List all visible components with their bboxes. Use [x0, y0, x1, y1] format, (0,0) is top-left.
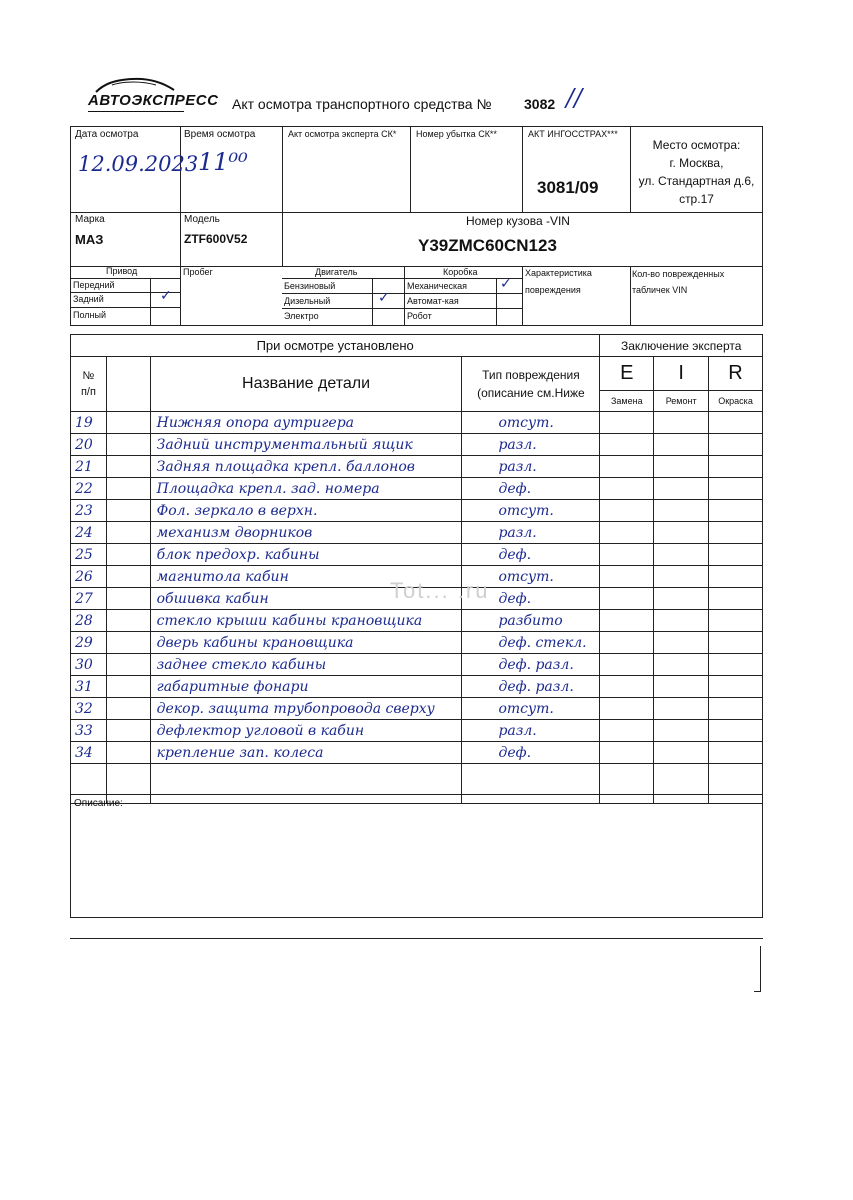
row-blank [106, 500, 150, 522]
row-replace [600, 478, 654, 500]
time-value: 11⁰⁰ [198, 148, 248, 176]
row-paint [709, 544, 763, 566]
row-repair [654, 412, 709, 434]
row-blank [106, 522, 150, 544]
row-number: 29 [71, 632, 107, 654]
ingos-act-label: АКТ ИНГОССТРАХ*** [528, 129, 618, 139]
bottom-bracket-foot [754, 991, 761, 992]
engine-petrol-label: Бензиновый [284, 281, 336, 291]
row-repair [654, 742, 709, 764]
row-blank [106, 434, 150, 456]
part-name-header: Название детали [150, 357, 462, 412]
row-paint [709, 698, 763, 720]
row-number: 19 [71, 412, 107, 434]
row-damage-type: разбито [462, 610, 600, 632]
row-replace [600, 610, 654, 632]
row-blank [106, 478, 150, 500]
row-blank [106, 610, 150, 632]
gearbox-manual-label: Механическая [407, 281, 468, 291]
row-part-name: Задняя площадка крепл. баллонов [150, 456, 462, 478]
row-number: 25 [71, 544, 107, 566]
row-repair [654, 632, 709, 654]
row-repair [654, 434, 709, 456]
row-paint [709, 588, 763, 610]
row-damage-type: разл. [462, 720, 600, 742]
row-paint [709, 566, 763, 588]
table-row [71, 500, 763, 522]
row-part-name: крепление зап. колеса [150, 742, 462, 764]
row-replace [600, 412, 654, 434]
row-repair [654, 456, 709, 478]
table-row [71, 610, 763, 632]
row-blank [106, 588, 150, 610]
row-paint [709, 500, 763, 522]
paint-header: Окраска [709, 391, 763, 412]
row-number: 33 [71, 720, 107, 742]
drive-rear-checkmark: ✓ [160, 288, 172, 304]
row-replace [600, 742, 654, 764]
row-paint [709, 720, 763, 742]
document-title: Акт осмотра транспортного средства № [232, 96, 492, 112]
row-number: 27 [71, 588, 107, 610]
damage-char-label: Характеристика [525, 268, 592, 278]
table-row [71, 522, 763, 544]
row-replace [600, 456, 654, 478]
drive-full-label: Полный [73, 310, 106, 320]
row-damage-type: отсут. [462, 412, 600, 434]
brand-value: МАЗ [75, 232, 104, 247]
i-header: I [654, 357, 709, 391]
row-replace [600, 632, 654, 654]
e-header: E [600, 357, 654, 391]
row-part-name: Фол. зеркало в верхн. [150, 500, 462, 522]
row-repair [654, 500, 709, 522]
row-number: 26 [71, 566, 107, 588]
table-row [71, 544, 763, 566]
row-damage-type: деф. [462, 478, 600, 500]
row-blank [106, 544, 150, 566]
expert-conclusion-header: Заключение эксперта [600, 335, 763, 357]
row-repair [654, 544, 709, 566]
row-part-name: стекло крыши кабины крановщика [150, 610, 462, 632]
row-repair [654, 698, 709, 720]
row-damage-type: разл. [462, 522, 600, 544]
row-paint [709, 522, 763, 544]
row-repair [654, 676, 709, 698]
row-replace [600, 566, 654, 588]
act-number-handwritten: // [566, 84, 583, 112]
row-damage-type: отсут. [462, 698, 600, 720]
row-repair [654, 478, 709, 500]
place-building: стр.17 [679, 192, 714, 206]
row-part-name: Нижняя опора аутригера [150, 412, 462, 434]
table-row [71, 456, 763, 478]
parts-table [70, 334, 763, 804]
row-part-name: блок предохр. кабины [150, 544, 462, 566]
damage-type-header [462, 357, 600, 412]
logo-underline [88, 111, 184, 112]
row-number: 34 [71, 742, 107, 764]
row-paint [709, 654, 763, 676]
description-box [70, 794, 763, 918]
engine-diesel-label: Дизельный [284, 296, 331, 306]
row-blank [106, 676, 150, 698]
row-number: 24 [71, 522, 107, 544]
row-number: 23 [71, 500, 107, 522]
row-blank [106, 456, 150, 478]
row-part-name: механизм дворников [150, 522, 462, 544]
damage-char-label-2: повреждения [525, 285, 581, 295]
gearbox-label: Коробка [443, 267, 478, 277]
brand-label: Марка [75, 214, 105, 225]
row-paint [709, 610, 763, 632]
row-damage-type: деф. [462, 544, 600, 566]
row-number: 21 [71, 456, 107, 478]
row-paint [709, 434, 763, 456]
repair-header: Ремонт [654, 391, 709, 412]
vin-value: Y39ZMC60CN123 [418, 236, 557, 255]
row-part-name: обшивка кабин [150, 588, 462, 610]
row-blank [106, 566, 150, 588]
row-repair [654, 588, 709, 610]
row-damage-type: отсут. [462, 500, 600, 522]
row-part-name: дефлектор угловой в кабин [150, 720, 462, 742]
table-row [71, 720, 763, 742]
row-blank [106, 720, 150, 742]
row-blank [106, 412, 150, 434]
row-replace [600, 544, 654, 566]
bottom-divider [70, 938, 763, 939]
drive-rear-label: Задний [73, 294, 104, 304]
row-replace [600, 500, 654, 522]
table-row [71, 412, 763, 434]
row-paint [709, 412, 763, 434]
damage-type-header-line1: Тип повреждения [482, 368, 580, 382]
number-header-line2: п/п [80, 386, 96, 398]
gearbox-robot-label: Робот [407, 311, 432, 321]
row-blank [106, 632, 150, 654]
row-damage-type: деф. разл. [462, 654, 600, 676]
row-blank [106, 654, 150, 676]
act-number: 3082 [524, 96, 556, 112]
watermark: Tot... .ru [390, 578, 490, 603]
table-row [71, 654, 763, 676]
row-paint [709, 676, 763, 698]
row-paint [709, 478, 763, 500]
row-repair [654, 610, 709, 632]
row-replace [600, 654, 654, 676]
number-header [71, 357, 107, 412]
row-number: 30 [71, 654, 107, 676]
row-part-name: декор. защита трубопровода сверху [150, 698, 462, 720]
loss-number-label: Номер убытка СК** [416, 129, 497, 139]
row-part-name: габаритные фонари [150, 676, 462, 698]
row-repair [654, 522, 709, 544]
row-damage-type: разл. [462, 456, 600, 478]
table-row [71, 742, 763, 764]
logo-text: АВТОЭКСПРЕСС [88, 92, 219, 109]
gearbox-manual-checkmark: ✓ [500, 276, 512, 292]
replace-header: Замена [600, 391, 654, 412]
row-part-name: Задний инструментальный ящик [150, 434, 462, 456]
row-blank [106, 698, 150, 720]
damage-type-header-line2: (описание см.Ниже [477, 386, 585, 400]
row-paint [709, 632, 763, 654]
row-part-name: заднее стекло кабины [150, 654, 462, 676]
established-header: При осмотре установлено [71, 335, 600, 357]
description-label: Описание: [74, 798, 123, 809]
gearbox-auto-label: Автомат-кая [407, 296, 459, 306]
engine-electric-label: Электро [284, 311, 319, 321]
r-header: R [709, 357, 763, 391]
table-row [71, 676, 763, 698]
drive-front-label: Передний [73, 280, 115, 290]
engine-label: Двигатель [315, 267, 358, 277]
table-row [71, 434, 763, 456]
row-part-name: дверь кабины крановщика [150, 632, 462, 654]
ingos-act-value: 3081/09 [537, 178, 599, 197]
company-logo [88, 76, 219, 120]
place-city: г. Москва, [669, 156, 724, 170]
vin-plates-label: Кол-во поврежденных [632, 269, 725, 279]
row-blank [106, 742, 150, 764]
row-number: 31 [71, 676, 107, 698]
row-replace [600, 720, 654, 742]
number-header-line1: № [82, 370, 95, 382]
expert-act-label: Акт осмотра эксперта СК* [288, 129, 397, 139]
vin-label: Номер кузова -VIN [466, 214, 570, 228]
table-row [71, 478, 763, 500]
place-street: ул. Стандартная д.6, [638, 174, 755, 188]
row-paint [709, 456, 763, 478]
time-label: Время осмотра [184, 129, 256, 140]
place-label: Место осмотра: [652, 138, 741, 152]
row-damage-type: деф. стекл. [462, 632, 600, 654]
row-number: 20 [71, 434, 107, 456]
date-value: 12.09.2023 [78, 152, 199, 176]
row-part-name: магнитола кабин [150, 566, 462, 588]
row-repair [654, 566, 709, 588]
row-damage-type: разл. [462, 434, 600, 456]
row-replace [600, 434, 654, 456]
row-repair [654, 654, 709, 676]
date-label: Дата осмотра [75, 129, 139, 140]
row-replace [600, 676, 654, 698]
mileage-label: Пробег [183, 267, 213, 277]
row-repair [654, 720, 709, 742]
vin-plates-label-2: табличек VIN [632, 285, 688, 295]
row-number: 28 [71, 610, 107, 632]
row-part-name: Площадка крепл. зад. номера [150, 478, 462, 500]
row-replace [600, 698, 654, 720]
row-number: 32 [71, 698, 107, 720]
engine-diesel-checkmark: ✓ [378, 290, 390, 306]
drive-label: Привод [106, 266, 138, 276]
row-replace [600, 522, 654, 544]
blank-header [106, 357, 150, 412]
bottom-bracket [760, 946, 761, 992]
table-row [71, 632, 763, 654]
row-number: 22 [71, 478, 107, 500]
row-replace [600, 588, 654, 610]
row-paint [709, 742, 763, 764]
inspection-place [630, 136, 763, 208]
table-row [71, 698, 763, 720]
row-damage-type: отсут. [462, 566, 600, 588]
model-label: Модель [184, 214, 220, 225]
row-damage-type: деф. разл. [462, 676, 600, 698]
model-value: ZTF600V52 [184, 232, 248, 246]
row-damage-type: деф. [462, 742, 600, 764]
row-damage-type: деф. [462, 588, 600, 610]
